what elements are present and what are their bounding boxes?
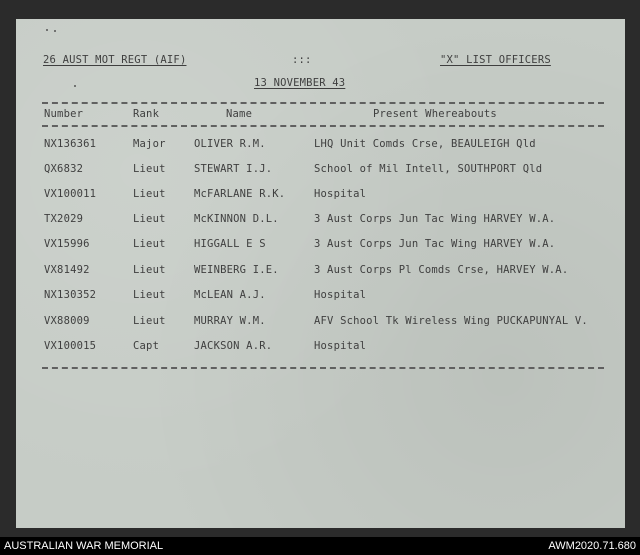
cell-number: VX100015 bbox=[44, 340, 97, 352]
cell-whereabouts: LHQ Unit Comds Crse, BEAULEIGH Qld bbox=[314, 138, 536, 150]
cell-name: MURRAY W.M. bbox=[194, 315, 266, 327]
cell-number: VX100011 bbox=[44, 188, 97, 200]
heading-marker: ::: bbox=[292, 54, 312, 66]
cell-name: McFARLANE R.K. bbox=[194, 188, 286, 200]
cell-rank: Lieut bbox=[133, 289, 166, 301]
header-number: Number bbox=[44, 108, 84, 120]
cell-whereabouts: 3 Aust Corps Pl Comds Crse, HARVEY W.A. bbox=[314, 264, 569, 276]
cell-name: McLEAN A.J. bbox=[194, 289, 266, 301]
list-title: "X" LIST OFFICERS bbox=[440, 54, 551, 66]
header-rank: Rank bbox=[133, 108, 160, 120]
cell-whereabouts: School of Mil Intell, SOUTHPORT Qld bbox=[314, 163, 543, 175]
table-header-rule bbox=[42, 125, 604, 127]
cell-rank: Lieut bbox=[133, 163, 166, 175]
cell-whereabouts: Hospital bbox=[314, 188, 367, 200]
cell-name: OLIVER R.M. bbox=[194, 138, 266, 150]
cell-name: McKINNON D.L. bbox=[194, 213, 279, 225]
cell-name: JACKSON A.R. bbox=[194, 340, 273, 352]
unit-heading: 26 AUST MOT REGT (AIF) bbox=[43, 54, 187, 66]
cell-name: HIGGALL E S bbox=[194, 238, 266, 250]
cell-rank: Lieut bbox=[133, 315, 166, 327]
cell-number: NX136361 bbox=[44, 138, 97, 150]
cell-rank: Capt bbox=[133, 340, 160, 352]
header-name: Name bbox=[226, 108, 253, 120]
archive-footer bbox=[0, 537, 640, 555]
footer-institution: AUSTRALIAN WAR MEMORIAL bbox=[4, 540, 164, 552]
cell-number: VX81492 bbox=[44, 264, 90, 276]
ink-speck bbox=[74, 85, 76, 87]
cell-rank: Lieut bbox=[133, 188, 166, 200]
cell-whereabouts: Hospital bbox=[314, 340, 367, 352]
cell-rank: Lieut bbox=[133, 238, 166, 250]
cell-rank: Lieut bbox=[133, 213, 166, 225]
ink-speck bbox=[54, 30, 56, 32]
table-bottom-rule bbox=[42, 367, 604, 369]
cell-number: VX15996 bbox=[44, 238, 90, 250]
cell-whereabouts: 3 Aust Corps Jun Tac Wing HARVEY W.A. bbox=[314, 213, 556, 225]
cell-rank: Lieut bbox=[133, 264, 166, 276]
table-top-rule bbox=[42, 102, 604, 104]
cell-name: STEWART I.J. bbox=[194, 163, 273, 175]
footer-accession-number: AWM2020.71.680 bbox=[548, 540, 636, 552]
cell-whereabouts: 3 Aust Corps Jun Tac Wing HARVEY W.A. bbox=[314, 238, 556, 250]
cell-name: WEINBERG I.E. bbox=[194, 264, 279, 276]
cell-number: QX6832 bbox=[44, 163, 84, 175]
cell-rank: Major bbox=[133, 138, 166, 150]
document-page bbox=[16, 19, 625, 528]
ink-speck bbox=[46, 29, 48, 31]
header-present-whereabouts: Present Whereabouts bbox=[373, 108, 497, 120]
cell-whereabouts: Hospital bbox=[314, 289, 367, 301]
cell-number: VX88009 bbox=[44, 315, 90, 327]
document-date: 13 NOVEMBER 43 bbox=[254, 77, 346, 89]
cell-whereabouts: AFV School Tk Wireless Wing PUCKAPUNYAL V. bbox=[314, 315, 588, 327]
cell-number: TX2029 bbox=[44, 213, 84, 225]
cell-number: NX130352 bbox=[44, 289, 97, 301]
